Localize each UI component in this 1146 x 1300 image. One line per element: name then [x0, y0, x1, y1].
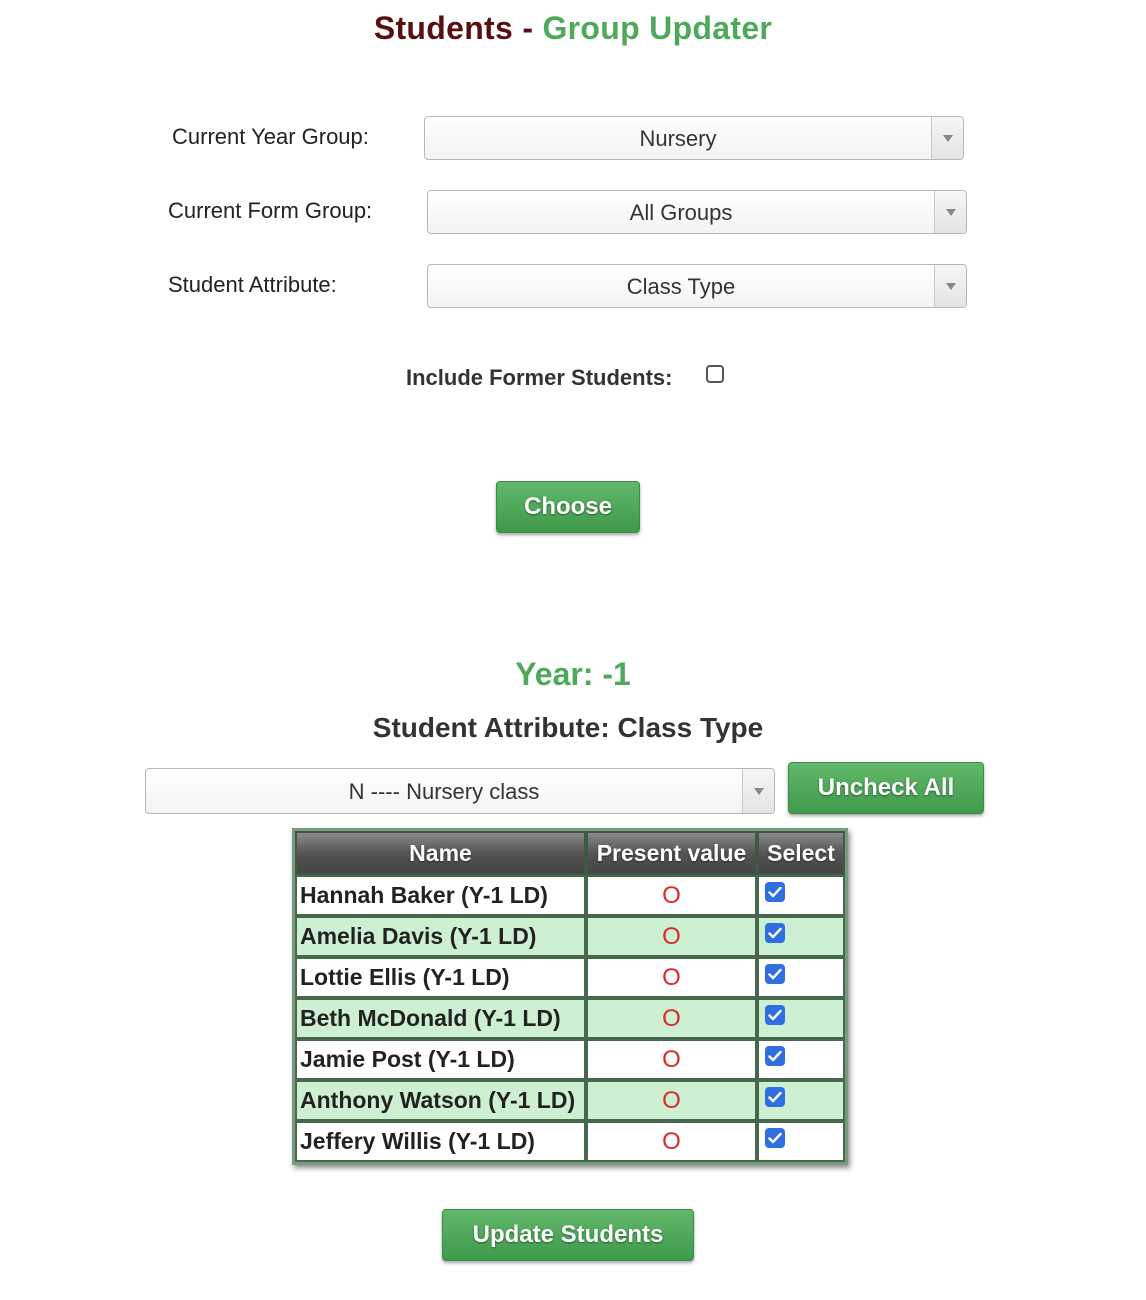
attribute-heading: Student Attribute: Class Type [372, 712, 764, 743]
attribute-select[interactable] [427, 264, 967, 308]
year-group-label: Current Year Group: [172, 124, 369, 149]
select-cell [757, 875, 845, 916]
attribute-value: Class Type [626, 274, 736, 299]
select-checkbox[interactable] [765, 1005, 785, 1025]
select-checkbox[interactable] [765, 882, 785, 902]
select-checkbox[interactable] [765, 964, 785, 984]
title-separator: - [522, 10, 534, 46]
form-group-value: All Groups [629, 200, 733, 225]
form-group-select[interactable] [427, 190, 967, 234]
chevron-down-icon[interactable] [934, 265, 966, 307]
table-row [295, 1121, 845, 1162]
checkmark-icon [768, 886, 782, 898]
attribute-value-select-text: N ---- Nursery class [348, 779, 540, 804]
present-value-cell: O [586, 998, 757, 1039]
form-group-label: Current Form Group: [168, 198, 373, 223]
uncheck-all-button[interactable]: Uncheck All [788, 762, 984, 814]
chevron-down-icon[interactable] [742, 769, 774, 813]
title-students: Students [373, 10, 514, 46]
table-row [295, 916, 845, 957]
present-value-cell: O [586, 1080, 757, 1121]
select-checkbox[interactable] [765, 1128, 785, 1148]
column-header-select: Select [757, 831, 845, 875]
checkmark-icon [768, 1091, 782, 1103]
student-name-cell: Jeffery Willis (Y-1 LD) [295, 1121, 586, 1162]
select-checkbox[interactable] [765, 1046, 785, 1066]
select-cell [757, 1039, 845, 1080]
student-name-cell: Anthony Watson (Y-1 LD) [295, 1080, 586, 1121]
year-heading: Year: -1 [515, 656, 631, 692]
select-cell [757, 1080, 845, 1121]
table-header-row [295, 831, 845, 875]
present-value-cell: O [586, 1039, 757, 1080]
include-former-label: Include Former Students: [406, 365, 673, 390]
table-row [295, 998, 845, 1039]
table-row [295, 875, 845, 916]
student-name-cell: Jamie Post (Y-1 LD) [295, 1039, 586, 1080]
attribute-label: Student Attribute: [168, 272, 337, 297]
table-row [295, 1039, 845, 1080]
student-name-cell: Lottie Ellis (Y-1 LD) [295, 957, 586, 998]
year-group-value: Nursery [639, 126, 717, 151]
update-students-button[interactable]: Update Students [442, 1209, 694, 1261]
student-name-cell: Beth McDonald (Y-1 LD) [295, 998, 586, 1039]
present-value-cell: O [586, 1121, 757, 1162]
student-name-cell: Amelia Davis (Y-1 LD) [295, 916, 586, 957]
checkmark-icon [768, 968, 782, 980]
table-row [295, 1080, 845, 1121]
student-name-cell: Hannah Baker (Y-1 LD) [295, 875, 586, 916]
checkmark-icon [768, 927, 782, 939]
select-checkbox[interactable] [765, 923, 785, 943]
column-header-name: Name [295, 831, 586, 875]
present-value-cell: O [586, 875, 757, 916]
select-cell [757, 957, 845, 998]
checkmark-icon [768, 1009, 782, 1021]
table-row [295, 957, 845, 998]
select-checkbox[interactable] [765, 1087, 785, 1107]
title-group-updater: Group Updater [542, 10, 773, 46]
select-cell [757, 1121, 845, 1162]
present-value-cell: O [586, 957, 757, 998]
select-cell [757, 998, 845, 1039]
chevron-down-icon[interactable] [931, 117, 963, 159]
present-value-cell: O [586, 916, 757, 957]
students-table [292, 828, 848, 1165]
checkmark-icon [768, 1050, 782, 1062]
year-group-select[interactable] [424, 116, 964, 160]
attribute-value-select[interactable] [145, 768, 775, 814]
column-header-present-value: Present value [586, 831, 757, 875]
chevron-down-icon[interactable] [934, 191, 966, 233]
select-cell [757, 916, 845, 957]
page-title [0, 10, 1146, 47]
checkmark-icon [768, 1132, 782, 1144]
choose-button[interactable]: Choose [496, 481, 640, 533]
include-former-checkbox[interactable] [706, 365, 724, 383]
